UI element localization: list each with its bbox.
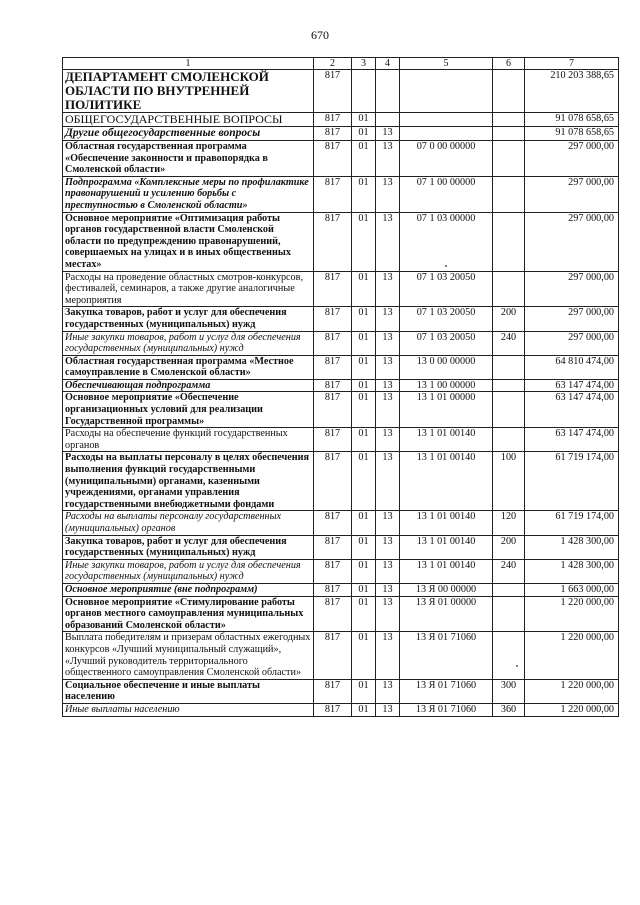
row-code-cell: 817: [314, 141, 352, 177]
row-sum-cell: 63 147 474,00: [525, 428, 619, 452]
row-podrazdel-cell: 13: [376, 428, 400, 452]
row-razdel-cell: 01: [352, 583, 376, 596]
row-csr-cell: 07 1 03 00000: [400, 212, 493, 271]
row-sum-cell: 297 000,00: [525, 271, 619, 307]
row-name-cell: Расходы на обеспечение функций государственных органов: [63, 428, 314, 452]
column-header: 6: [493, 58, 525, 70]
row-podrazdel-cell: 13: [376, 212, 400, 271]
column-header: 1: [63, 58, 314, 70]
row-sum-cell: 297 000,00: [525, 307, 619, 331]
row-name-cell: Иные закупки товаров, работ и услуг для обеспечения государственных (муниципальных) нужд: [63, 331, 314, 355]
row-sum-cell: 64 810 474,00: [525, 355, 619, 379]
row-code-cell: 817: [314, 212, 352, 271]
row-razdel-cell: 01: [352, 307, 376, 331]
row-vr-cell: [493, 176, 525, 212]
row-name-cell: Основное мероприятие (вне подпрограмм): [63, 583, 314, 596]
row-sum-cell: 210 203 388,65: [525, 70, 619, 113]
table-body: [63, 58, 619, 717]
row-csr-cell: 07 1 03 20050: [400, 307, 493, 331]
row-razdel-cell: 01: [352, 127, 376, 141]
row-code-cell: 817: [314, 113, 352, 127]
row-razdel-cell: 01: [352, 452, 376, 511]
row-name-cell: Иные закупки товаров, работ и услуг для обеспечения государственных (муниципальных) нужд: [63, 559, 314, 583]
row-code-cell: 817: [314, 70, 352, 113]
row-razdel-cell: 01: [352, 535, 376, 559]
table-row: [63, 596, 619, 632]
table-row: [63, 392, 619, 428]
row-csr-cell: 13 0 00 00000: [400, 355, 493, 379]
row-code-cell: 817: [314, 511, 352, 535]
table-row: [63, 379, 619, 392]
row-code-cell: 817: [314, 452, 352, 511]
row-razdel-cell: 01: [352, 355, 376, 379]
table-row: [63, 535, 619, 559]
scan-speck: [516, 665, 518, 667]
table-row: [63, 331, 619, 355]
row-code-cell: 817: [314, 679, 352, 703]
row-vr-cell: [493, 113, 525, 127]
row-sum-cell: 1 220 000,00: [525, 632, 619, 679]
row-podrazdel-cell: 13: [376, 271, 400, 307]
table-row: [63, 127, 619, 141]
row-sum-cell: 1 220 000,00: [525, 703, 619, 716]
row-csr-cell: [400, 70, 493, 113]
row-csr-cell: 13 1 00 00000: [400, 379, 493, 392]
row-csr-cell: 13 1 01 00000: [400, 392, 493, 428]
column-header: 5: [400, 58, 493, 70]
row-razdel-cell: 01: [352, 679, 376, 703]
row-razdel-cell: [352, 70, 376, 113]
row-razdel-cell: 01: [352, 632, 376, 679]
table-row: [63, 113, 619, 127]
row-code-cell: 817: [314, 428, 352, 452]
row-code-cell: 817: [314, 176, 352, 212]
table-row: [63, 679, 619, 703]
row-csr-cell: 07 1 03 20050: [400, 331, 493, 355]
row-vr-cell: [493, 428, 525, 452]
row-name-cell: Обеспечивающая подпрограмма: [63, 379, 314, 392]
table-row: [63, 355, 619, 379]
row-podrazdel-cell: 13: [376, 679, 400, 703]
column-header: 2: [314, 58, 352, 70]
row-razdel-cell: 01: [352, 113, 376, 127]
row-csr-cell: 13 Я 01 71060: [400, 703, 493, 716]
row-name-cell: Основное мероприятие «Обеспечение организационных условий для реализации Государственной программы»: [63, 392, 314, 428]
column-header: 7: [525, 58, 619, 70]
row-vr-cell: [493, 392, 525, 428]
row-sum-cell: 297 000,00: [525, 331, 619, 355]
table-row: [63, 307, 619, 331]
row-vr-cell: [493, 141, 525, 177]
row-sum-cell: 63 147 474,00: [525, 379, 619, 392]
row-code-cell: 817: [314, 632, 352, 679]
row-name-cell: Выплата победителям и призерам областных ежегодных конкурсов «Лучший муниципальный служащий», «Лучший руководитель территориального общественного самоуправления Смоленской области»: [63, 632, 314, 679]
row-csr-cell: 13 1 01 00140: [400, 452, 493, 511]
row-podrazdel-cell: 13: [376, 392, 400, 428]
row-name-cell: Основное мероприятие «Стимулирование работы органов местного самоуправления муниципальных образований Смоленской области»: [63, 596, 314, 632]
row-sum-cell: 1 428 300,00: [525, 535, 619, 559]
row-podrazdel-cell: 13: [376, 141, 400, 177]
row-razdel-cell: 01: [352, 392, 376, 428]
row-vr-cell: [493, 212, 525, 271]
row-podrazdel-cell: 13: [376, 511, 400, 535]
table-row: [63, 176, 619, 212]
row-name-cell: Другие общегосударственные вопросы: [63, 127, 314, 141]
table-header-row: [63, 58, 619, 70]
row-name-cell: Расходы на выплаты персоналу в целях обеспечения выполнения функций государственными (муниципальными) органами, казенными учреждениями, органами управления государственными внебюджетными фондами: [63, 452, 314, 511]
row-code-cell: 817: [314, 703, 352, 716]
row-podrazdel-cell: 13: [376, 703, 400, 716]
row-vr-cell: [493, 355, 525, 379]
row-csr-cell: 07 0 00 00000: [400, 141, 493, 177]
table-row: [63, 141, 619, 177]
row-vr-cell: 240: [493, 331, 525, 355]
row-csr-cell: 13 1 01 00140: [400, 535, 493, 559]
row-code-cell: 817: [314, 271, 352, 307]
row-vr-cell: 120: [493, 511, 525, 535]
row-razdel-cell: 01: [352, 331, 376, 355]
table-row: [63, 428, 619, 452]
row-vr-cell: 300: [493, 679, 525, 703]
table-row: [63, 703, 619, 716]
row-razdel-cell: 01: [352, 703, 376, 716]
row-name-cell: Расходы на проведение областных смотров-конкурсов, фестивалей, семинаров, а также другие аналогичные мероприятия: [63, 271, 314, 307]
row-code-cell: 817: [314, 307, 352, 331]
table-row: [63, 70, 619, 113]
row-podrazdel-cell: 13: [376, 379, 400, 392]
row-code-cell: 817: [314, 559, 352, 583]
table-row: [63, 583, 619, 596]
row-name-cell: Расходы на выплаты персоналу государственных (муниципальных) органов: [63, 511, 314, 535]
row-name-cell: Закупка товаров, работ и услуг для обеспечения государственных (муниципальных) нужд: [63, 535, 314, 559]
row-sum-cell: 297 000,00: [525, 176, 619, 212]
row-vr-cell: 200: [493, 307, 525, 331]
column-header: 3: [352, 58, 376, 70]
row-code-cell: 817: [314, 596, 352, 632]
scan-speck: [445, 265, 447, 267]
table-row: [63, 632, 619, 679]
row-razdel-cell: 01: [352, 141, 376, 177]
row-name-cell: Областная государственная программа «Обеспечение законности и правопорядка в Смоленской области»: [63, 141, 314, 177]
row-razdel-cell: 01: [352, 559, 376, 583]
row-razdel-cell: 01: [352, 511, 376, 535]
row-vr-cell: [493, 127, 525, 141]
row-sum-cell: 91 078 658,65: [525, 113, 619, 127]
row-podrazdel-cell: 13: [376, 583, 400, 596]
column-header: 4: [376, 58, 400, 70]
row-vr-cell: [493, 632, 525, 679]
row-sum-cell: 1 220 000,00: [525, 596, 619, 632]
row-razdel-cell: 01: [352, 176, 376, 212]
row-code-cell: 817: [314, 331, 352, 355]
row-vr-cell: [493, 596, 525, 632]
row-csr-cell: [400, 113, 493, 127]
row-sum-cell: 91 078 658,65: [525, 127, 619, 141]
row-sum-cell: 1 428 300,00: [525, 559, 619, 583]
row-vr-cell: [493, 583, 525, 596]
row-csr-cell: 13 Я 00 00000: [400, 583, 493, 596]
row-code-cell: 817: [314, 355, 352, 379]
row-csr-cell: 13 Я 01 71060: [400, 632, 493, 679]
row-vr-cell: [493, 70, 525, 113]
row-podrazdel-cell: 13: [376, 307, 400, 331]
row-podrazdel-cell: 13: [376, 559, 400, 583]
row-csr-cell: 07 1 03 20050: [400, 271, 493, 307]
row-vr-cell: 240: [493, 559, 525, 583]
row-sum-cell: 1 663 000,00: [525, 583, 619, 596]
row-vr-cell: [493, 271, 525, 307]
row-podrazdel-cell: [376, 70, 400, 113]
row-code-cell: 817: [314, 127, 352, 141]
row-vr-cell: 360: [493, 703, 525, 716]
row-sum-cell: 61 719 174,00: [525, 511, 619, 535]
row-csr-cell: [400, 127, 493, 141]
row-razdel-cell: 01: [352, 379, 376, 392]
row-razdel-cell: 01: [352, 428, 376, 452]
table-row: [63, 452, 619, 511]
row-podrazdel-cell: 13: [376, 535, 400, 559]
row-razdel-cell: 01: [352, 271, 376, 307]
row-razdel-cell: 01: [352, 596, 376, 632]
row-name-cell: Закупка товаров, работ и услуг для обеспечения государственных (муниципальных) нужд: [63, 307, 314, 331]
row-sum-cell: 1 220 000,00: [525, 679, 619, 703]
row-podrazdel-cell: 13: [376, 355, 400, 379]
row-sum-cell: 63 147 474,00: [525, 392, 619, 428]
row-podrazdel-cell: 13: [376, 596, 400, 632]
row-name-cell: ДЕПАРТАМЕНТ СМОЛЕНСКОЙ ОБЛАСТИ ПО ВНУТРЕННЕЙ ПОЛИТИКЕ: [63, 70, 314, 113]
row-name-cell: Областная государственная программа «Местное самоуправление в Смоленской области»: [63, 355, 314, 379]
row-podrazdel-cell: 13: [376, 127, 400, 141]
row-csr-cell: 13 Я 01 00000: [400, 596, 493, 632]
page-number: 670: [311, 28, 329, 42]
row-vr-cell: 100: [493, 452, 525, 511]
row-csr-cell: 13 1 01 00140: [400, 428, 493, 452]
row-name-cell: ОБЩЕГОСУДАРСТВЕННЫЕ ВОПРОСЫ: [63, 113, 314, 127]
row-razdel-cell: 01: [352, 212, 376, 271]
table-row: [63, 212, 619, 271]
row-name-cell: Подпрограмма «Комплексные меры по профилактике правонарушений и усилению борьбы с преступностью в Смоленской области»: [63, 176, 314, 212]
row-name-cell: Социальное обеспечение и иные выплаты населению: [63, 679, 314, 703]
row-vr-cell: [493, 379, 525, 392]
row-podrazdel-cell: 13: [376, 176, 400, 212]
row-sum-cell: 297 000,00: [525, 212, 619, 271]
row-name-cell: Основное мероприятие «Оптимизация работы органов государственной власти Смоленской области по предупреждению правонарушений, совершаемых на улицах и в иных общественных местах»: [63, 212, 314, 271]
row-podrazdel-cell: [376, 113, 400, 127]
row-podrazdel-cell: 13: [376, 331, 400, 355]
table-row: [63, 271, 619, 307]
row-podrazdel-cell: 13: [376, 452, 400, 511]
row-sum-cell: 61 719 174,00: [525, 452, 619, 511]
row-vr-cell: 200: [493, 535, 525, 559]
row-csr-cell: 13 1 01 00140: [400, 511, 493, 535]
row-csr-cell: 13 1 01 00140: [400, 559, 493, 583]
table-row: [63, 511, 619, 535]
row-code-cell: 817: [314, 583, 352, 596]
row-csr-cell: 13 Я 01 71060: [400, 679, 493, 703]
table-row: [63, 559, 619, 583]
row-code-cell: 817: [314, 535, 352, 559]
row-code-cell: 817: [314, 392, 352, 428]
row-sum-cell: 297 000,00: [525, 141, 619, 177]
row-name-cell: Иные выплаты населению: [63, 703, 314, 716]
budget-table: [62, 57, 619, 717]
row-csr-cell: 07 1 00 00000: [400, 176, 493, 212]
row-podrazdel-cell: 13: [376, 632, 400, 679]
row-code-cell: 817: [314, 379, 352, 392]
